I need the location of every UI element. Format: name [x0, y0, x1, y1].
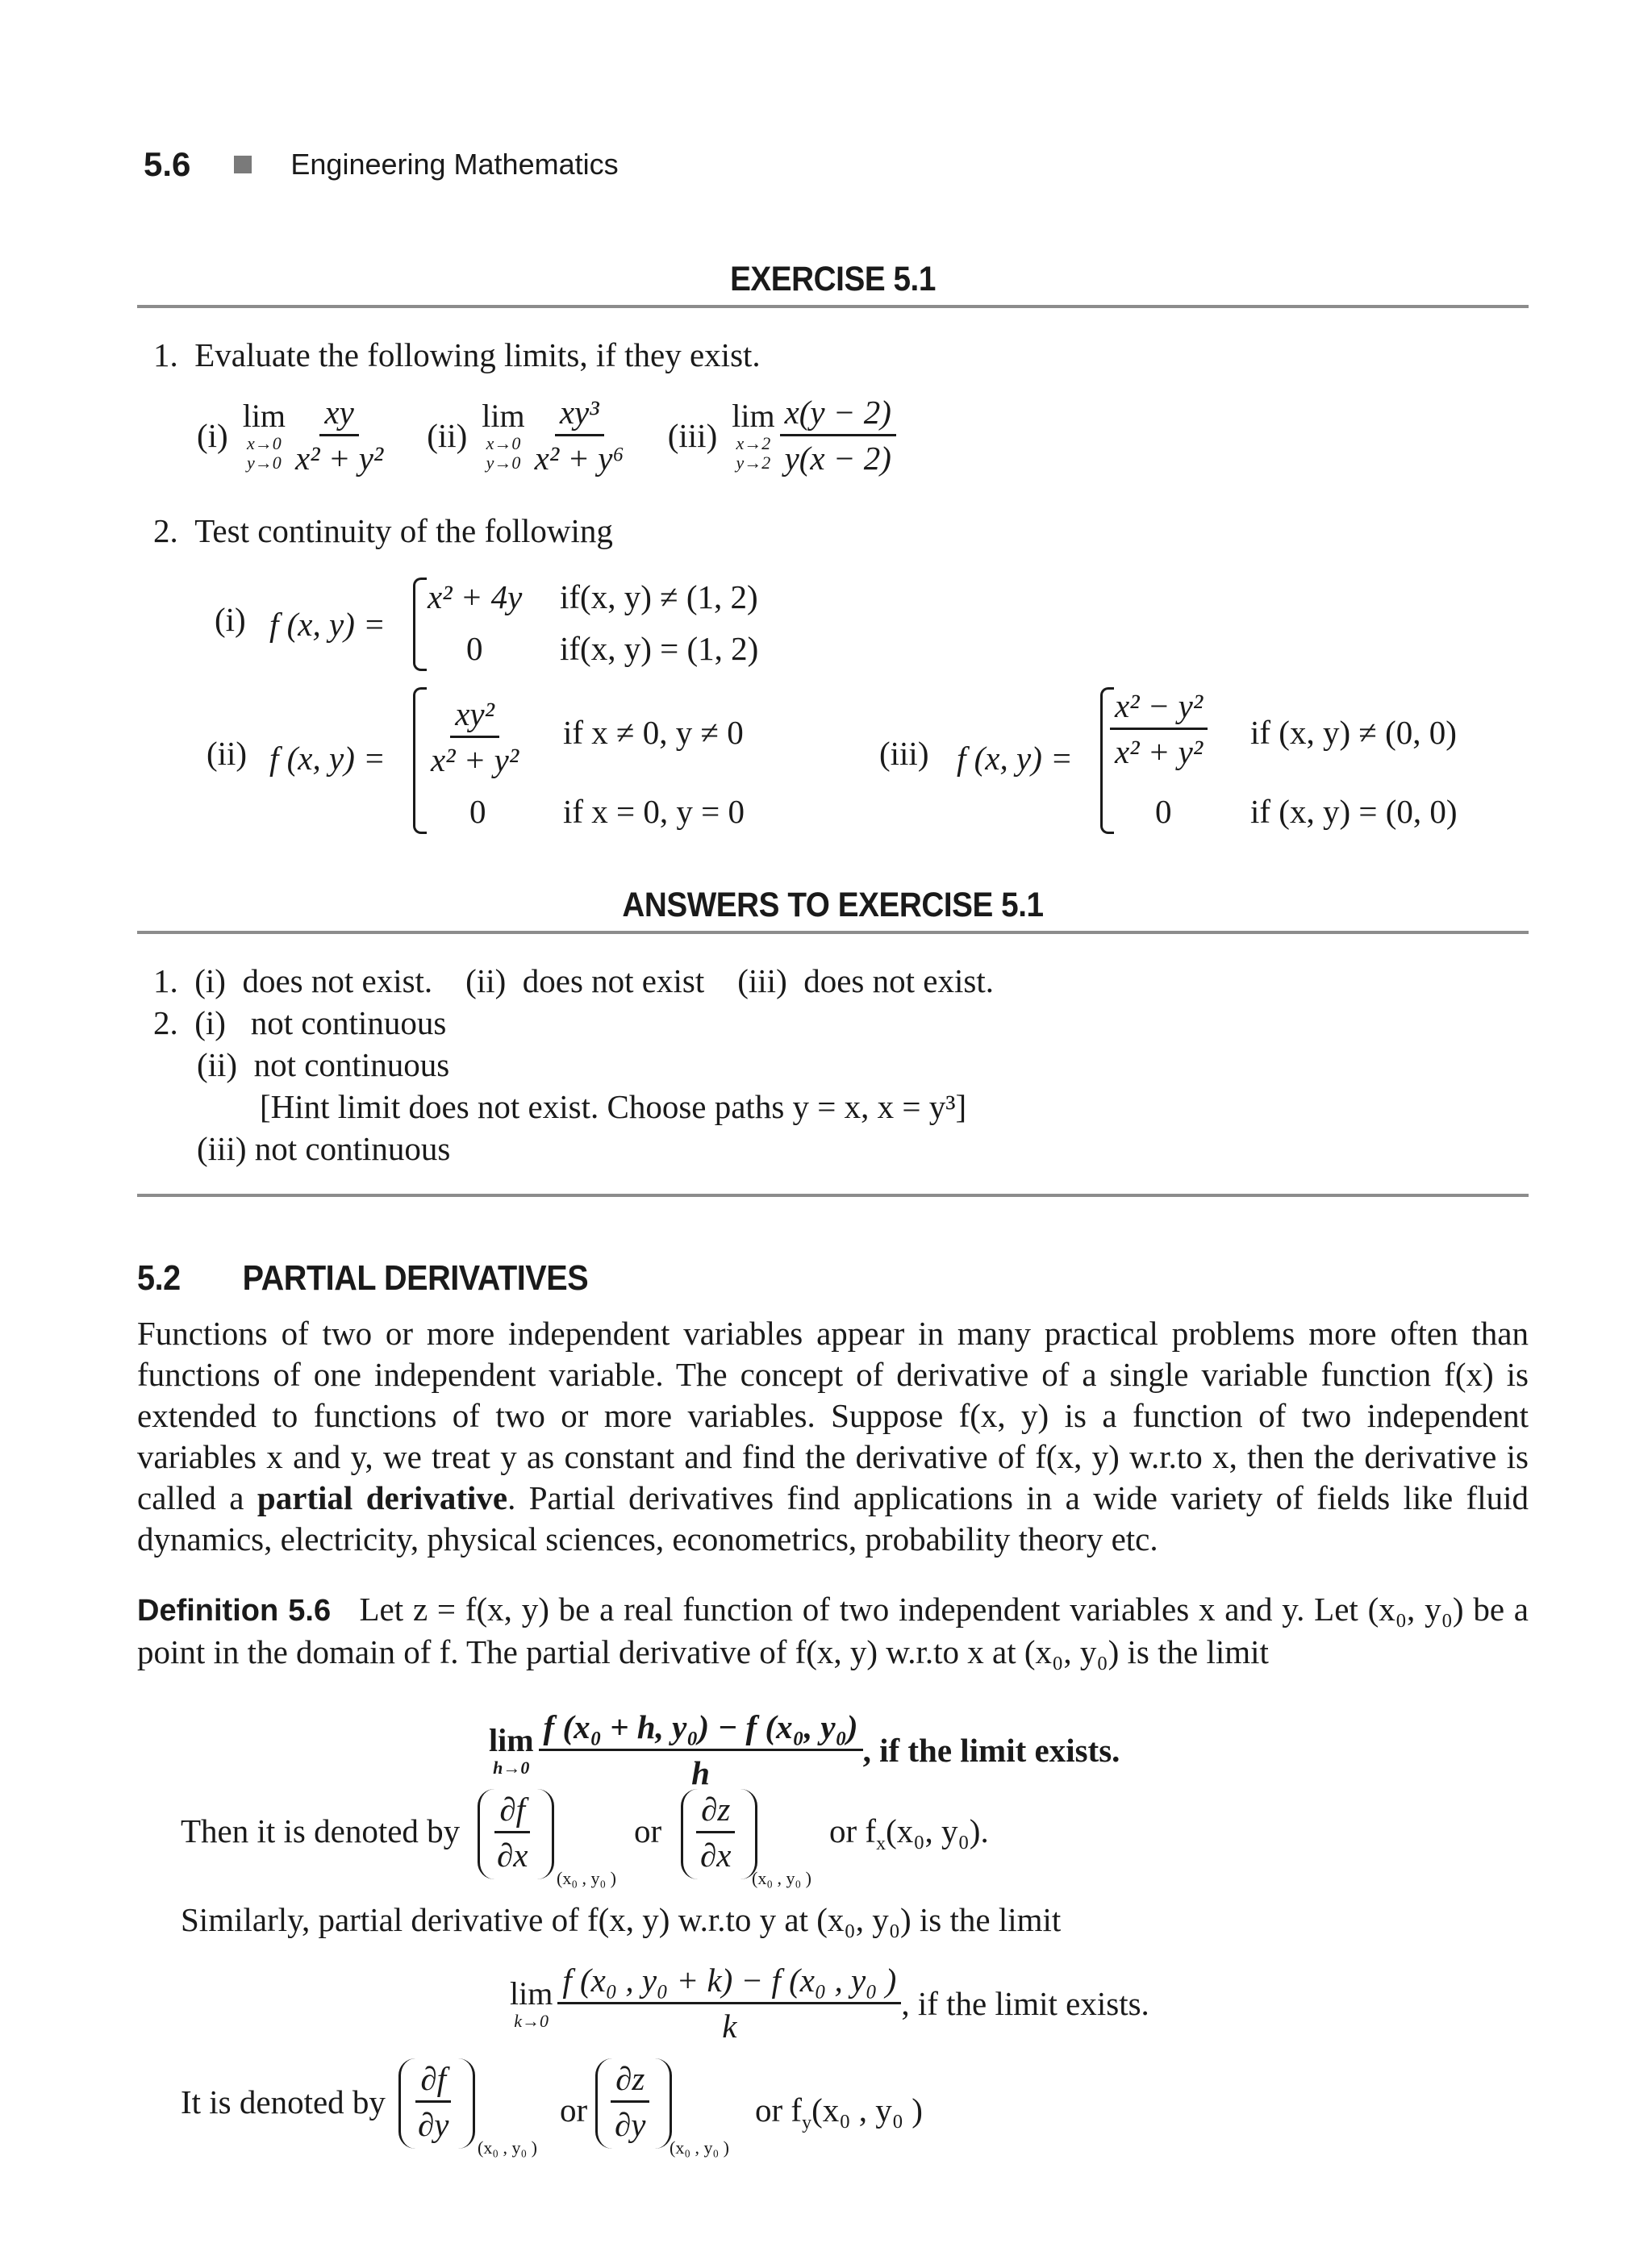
answer-line: 2. (i) not continuous — [153, 1004, 447, 1041]
section-title: PARTIAL DERIVATIVES — [242, 1258, 589, 1298]
case-condition: if x = 0, y = 0 — [563, 793, 745, 830]
part-label: (i) — [215, 601, 246, 638]
fx-notation — [829, 1810, 989, 1865]
case-expression: 0 — [1155, 793, 1172, 830]
case-fraction — [1110, 684, 1208, 774]
limit-equation — [510, 1958, 1149, 2048]
evaluation-point: (x₀ , y₀ ) — [557, 1868, 616, 1888]
right-paren — [537, 1789, 554, 1879]
right-paren — [655, 2058, 672, 2149]
numerator: ∂f — [494, 1787, 530, 1833]
denominator: h — [691, 1754, 710, 1791]
limit-operator: lim x→2 y→2 — [732, 397, 775, 473]
case-expression: 0 — [466, 630, 483, 667]
answer-line: (ii) not continuous — [197, 1046, 450, 1083]
numerator: xy² — [450, 692, 499, 738]
denominator: x² + y² — [1115, 733, 1204, 770]
point-text: (x₀, y₀). — [886, 1812, 989, 1849]
definition-text: Let z = f(x, y) be a real function of two independent variables x and y. Let (x₀, y₀) be a point in the domain of f. The partial derivative of f(x, y) w.r.to x at (x₀, y₀) is the limit — [137, 1591, 1529, 1670]
divider — [137, 305, 1529, 308]
part-label: (iii) — [667, 416, 718, 454]
numerator: f (x₀ + h, y₀) − f (x₀, y₀) — [539, 1705, 863, 1751]
limit-sub: y→2 — [736, 452, 771, 473]
or-text: or — [634, 1812, 662, 1849]
question-1 — [153, 334, 761, 376]
part-label: (ii) — [427, 416, 468, 454]
point-text: (x₀ , y₀ ) — [811, 2091, 923, 2129]
limit-operator: lim x→0 y→0 — [242, 397, 286, 473]
divider — [137, 931, 1529, 934]
case-expression: x² + 4y — [428, 578, 523, 615]
or-text: or — [560, 2091, 588, 2129]
book-title: Engineering Mathematics — [290, 148, 619, 181]
page-number: 5.6 — [144, 145, 191, 183]
exercise-title: EXERCISE 5.1 — [730, 260, 936, 298]
left-brace — [413, 578, 427, 671]
or-text: or f — [755, 2091, 803, 2129]
partial-derivative — [610, 2057, 650, 2146]
denominator: k — [722, 2008, 737, 2045]
denominator: ∂x — [700, 1837, 732, 1874]
right-paren — [740, 1789, 757, 1879]
case-expression: 0 — [469, 793, 486, 830]
numerator: ∂z — [611, 2057, 649, 2103]
subscript: x — [876, 1833, 886, 1855]
limit-sub: x→0 — [486, 432, 521, 453]
limit-operator — [510, 1976, 553, 2031]
partial-derivative — [695, 1787, 736, 1877]
answer-line: (iii) not continuous — [197, 1130, 451, 1167]
paragraph-text: Functions of two or more independent variables appear in many practical problems more often than functions of one independent variable. The concept of derivative of a single variable function f(x) is extended to functions of two or more variables. Suppose f(x, y) is a function of two independent variables x and y, we treat y as constant and find the derivative of f(x, y) w.r.to x, then the derivative is called a — [137, 1315, 1529, 1516]
case-condition: if (x, y) = (0, 0) — [1250, 793, 1458, 830]
fraction — [780, 390, 896, 480]
part-label: (i) — [197, 416, 228, 454]
fraction — [530, 390, 629, 480]
numerator: ∂z — [696, 1787, 735, 1833]
function-lhs: f (x, y) = — [957, 740, 1073, 777]
denoted-prefix: It is denoted by — [181, 2083, 386, 2120]
denominator: ∂y — [418, 2106, 449, 2143]
answers-title: ANSWERS TO EXERCISE 5.1 — [622, 886, 1044, 924]
limit-sub: y→0 — [246, 452, 282, 473]
limit-sub: x→0 — [246, 432, 282, 453]
denominator: ∂x — [497, 1837, 528, 1874]
numerator: f (x₀ , y₀ + k) − f (x₀ , y₀ ) — [557, 1958, 901, 2004]
square-bullet-icon — [234, 156, 252, 173]
section-number: 5.2 — [137, 1258, 181, 1298]
partial-derivative — [413, 2057, 453, 2146]
denominator: x² + y² — [431, 741, 519, 778]
denominator: ∂y — [615, 2106, 646, 2143]
part-label: (ii) — [206, 735, 248, 772]
evaluation-point: (x₀ , y₀ ) — [670, 2137, 729, 2158]
case-fraction — [426, 692, 524, 782]
fraction — [557, 1958, 901, 2048]
numerator: x² − y² — [1110, 684, 1208, 730]
case-condition: if(x, y) ≠ (1, 2) — [560, 578, 758, 615]
divider — [137, 1194, 1529, 1197]
function-lhs: f (x, y) = — [269, 606, 386, 643]
part-label: (iii) — [879, 735, 929, 772]
right-paren — [458, 2058, 475, 2149]
case-condition: if(x, y) = (1, 2) — [560, 630, 759, 667]
answer-hint: [Hint limit does not exist. Choose paths y = x, x = y³] — [260, 1088, 967, 1125]
paragraph-text: . Partial derivatives find applications in a wide variety of fields like fluid dynamics, electricity, physical sciences, econometrics, probability theory etc. — [137, 1479, 1529, 1558]
definition-label: Definition 5.6 — [137, 1594, 332, 1628]
evaluation-point: (x₀ , y₀ ) — [752, 1868, 811, 1888]
partial-derivative — [492, 1787, 532, 1877]
case-condition: if x ≠ 0, y ≠ 0 — [563, 714, 744, 751]
running-header — [144, 145, 619, 184]
function-lhs: f (x, y) = — [269, 740, 386, 777]
limit-operator: lim x→0 y→0 — [482, 397, 525, 473]
question-number: 1. — [153, 336, 178, 373]
denominator: y(x − 2) — [784, 440, 891, 477]
question-2 — [153, 510, 613, 552]
limit-tail: , if the limit exists. — [901, 1984, 1149, 2022]
denoted-prefix: Then it is denoted by — [181, 1812, 461, 1849]
numerator: ∂f — [415, 2057, 451, 2103]
limit-equation — [489, 1705, 1120, 1795]
answer-line: 1. (i) does not exist. (ii) does not exist (iii) does not exist. — [153, 962, 994, 999]
case-condition: if (x, y) ≠ (0, 0) — [1250, 714, 1457, 751]
question-number: 2. — [153, 512, 178, 549]
numerator: x(y − 2) — [780, 390, 896, 436]
fy-notation — [755, 2089, 923, 2144]
section-paragraph — [137, 1313, 1529, 1560]
limit-word: lim — [510, 1975, 553, 2012]
definition-paragraph — [137, 1589, 1529, 1673]
fraction — [290, 390, 388, 480]
limit-sub: y→0 — [486, 452, 521, 473]
or-text: or f — [829, 1812, 877, 1849]
similar-text: Similarly, partial derivative of f(x, y) w.r.to y at (x₀, y₀) is the limit — [181, 1901, 1062, 1938]
subscript: y — [802, 2112, 812, 2134]
q1-parts — [197, 390, 896, 480]
question-text: Test continuity of the following — [194, 512, 613, 549]
limit-sub: h→0 — [493, 1757, 530, 1778]
limit-tail: , if the limit exists. — [862, 1731, 1120, 1769]
limit-sub: k→0 — [514, 2010, 549, 2031]
numerator: xy — [319, 390, 358, 436]
question-text: Evaluate the following limits, if they exist. — [194, 336, 761, 373]
denominator: x² + y⁶ — [534, 440, 624, 477]
denominator: x² + y² — [295, 440, 384, 477]
numerator: xy³ — [555, 390, 604, 436]
limit-sub: x→2 — [736, 432, 771, 453]
evaluation-point: (x₀ , y₀ ) — [478, 2137, 537, 2158]
fraction — [539, 1705, 863, 1795]
bold-term: partial derivative — [257, 1479, 508, 1516]
left-brace — [413, 687, 427, 834]
limit-word: lim — [489, 1721, 534, 1758]
limit-operator — [489, 1723, 534, 1778]
section-heading — [137, 1258, 588, 1299]
